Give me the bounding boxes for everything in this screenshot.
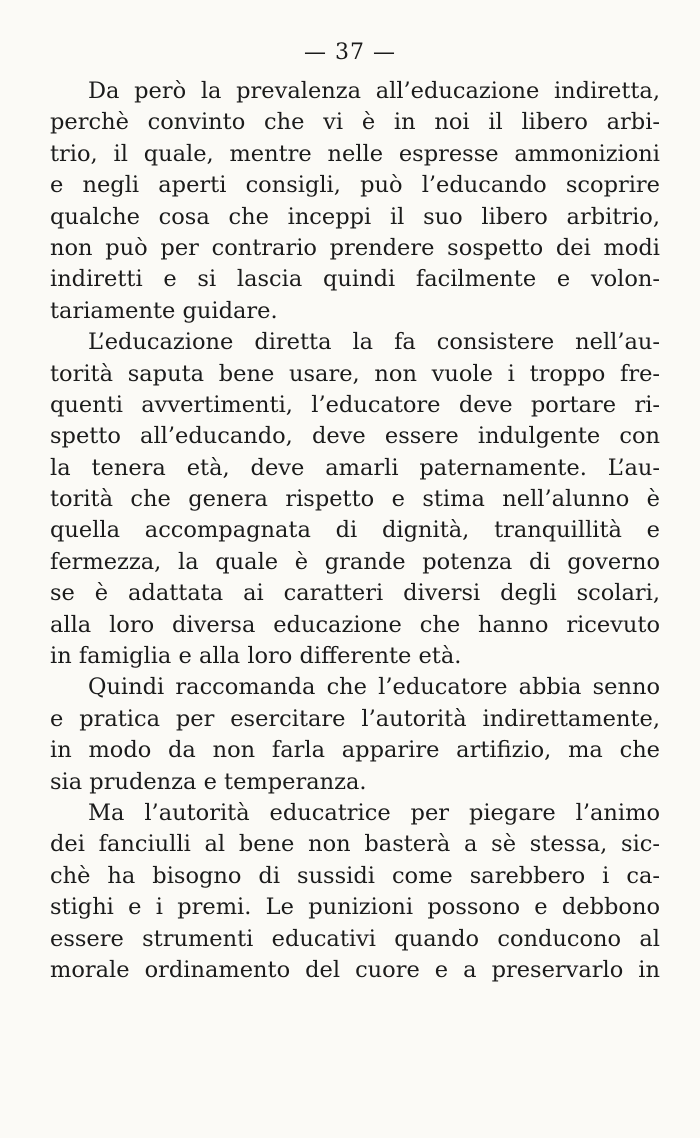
text-line: torità saputa bene usare, non vuole i troppo fre- (50, 360, 660, 387)
text-line: trio, il quale, mentre nelle espresse ammonizioni (50, 140, 660, 167)
text-line: qualche cosa che inceppi il suo libero arbitrio, (50, 203, 660, 230)
text-line: morale ordinamento del cuore e a preservarlo in (50, 956, 660, 983)
text-line: fermezza, la quale è grande potenza di governo (50, 548, 660, 575)
text-line: sia prudenza e temperanza. (50, 768, 367, 795)
text-line: Da però la prevalenza all’educazione indiretta, (88, 78, 660, 104)
text-line: e negli aperti consigli, può l’educando scoprire (50, 172, 660, 199)
text-line: tariamente guidare. (50, 297, 278, 324)
text-line: non può per contrario prendere sospetto dei modi (50, 234, 660, 261)
text-line: alla loro diversa educazione che hanno ricevuto (50, 611, 660, 638)
text-line: L’educazione diretta la fa consistere nell’au- (88, 329, 660, 356)
text-line: dei fanciulli al bene non basterà a sè stessa, sic- (50, 831, 660, 858)
text-line: Quindi raccomanda che l’educatore abbia senno (88, 674, 660, 701)
text-line: la tenera età, deve amarli paternamente. L’au- (50, 454, 660, 481)
text-line: se è adattata ai caratteri diversi degli scolari, (50, 580, 660, 607)
text-line: quella accompagnata di dignità, tranquillità e (50, 517, 660, 544)
text-line: e pratica per esercitare l’autorità indirettamente, (50, 705, 660, 732)
text-line: torità che genera rispetto e stima nell’alunno è (50, 486, 660, 513)
text-line: essere strumenti educativi quando conducono al (50, 925, 660, 952)
text-line: perchè convinto che vi è in noi il libero arbi- (50, 109, 660, 136)
text-line: spetto all’educando, deve essere indulgente con (50, 423, 660, 450)
text-line: in modo da non farla apparire artifizio, ma che (50, 737, 660, 764)
page-number: — 37 — (304, 40, 396, 65)
text-line: quenti avvertimenti, l’educatore deve portare ri- (50, 391, 660, 418)
text-line: stighi e i premi. Le punizioni possono e debbono (50, 894, 660, 921)
paragraph-3 (50, 672, 660, 798)
paragraph-2 (50, 327, 660, 672)
text-line: chè ha bisogno di sussidi come sarebbero i ca- (50, 862, 660, 889)
paragraph-1 (50, 76, 660, 327)
paragraph-4 (50, 798, 660, 986)
text-line: in famiglia e alla loro differente età. (50, 643, 462, 670)
text-line: Ma l’autorità educatrice per piegare l’animo (88, 799, 660, 826)
text-line: indiretti e si lascia quindi facilmente e volon- (50, 266, 660, 293)
body-text (50, 76, 660, 986)
